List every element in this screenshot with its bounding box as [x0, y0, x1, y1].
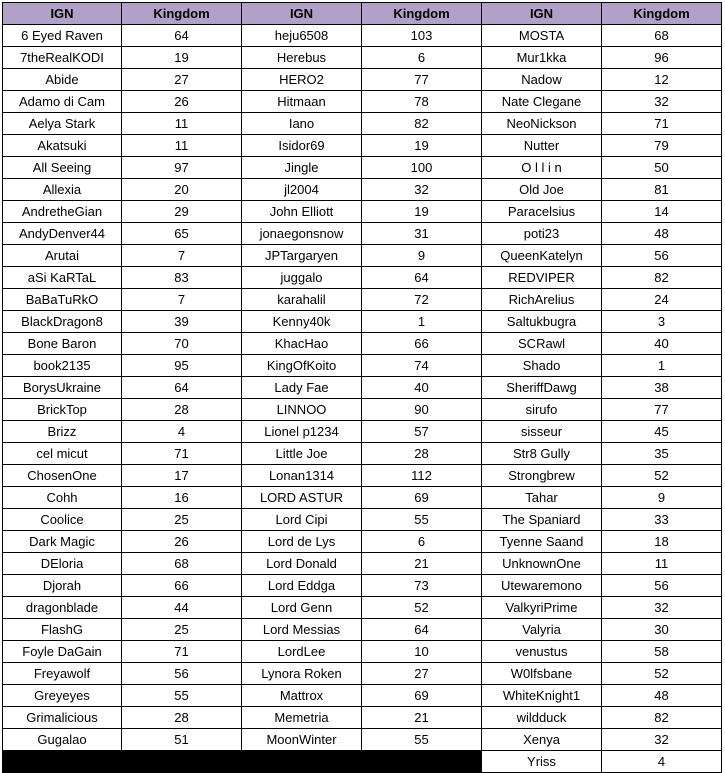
ign-cell[interactable]: MOSTA: [482, 25, 602, 47]
ign-cell[interactable]: Yriss: [482, 751, 602, 773]
black-filler-cell: [3, 751, 482, 773]
ign-cell[interactable]: REDVIPER: [482, 267, 602, 289]
ign-cell[interactable]: Little Joe: [242, 443, 362, 465]
kingdom-cell[interactable]: 33: [602, 509, 722, 531]
ign-cell[interactable]: FlashG: [3, 619, 122, 641]
kingdom-cell[interactable]: 64: [362, 619, 482, 641]
kingdom-cell[interactable]: 66: [362, 333, 482, 355]
ign-cell[interactable]: DEloria: [3, 553, 122, 575]
ign-cell[interactable]: Djorah: [3, 575, 122, 597]
column-header-kingdom[interactable]: Kingdom: [602, 3, 722, 25]
ign-cell[interactable]: Lady Fae: [242, 377, 362, 399]
ign-cell[interactable]: Mur1kka: [482, 47, 602, 69]
kingdom-cell[interactable]: 70: [122, 333, 242, 355]
column-header-ign[interactable]: IGN: [3, 3, 122, 25]
ign-cell[interactable]: Xenya: [482, 729, 602, 751]
kingdom-cell[interactable]: 40: [602, 333, 722, 355]
column-header-ign[interactable]: IGN: [482, 3, 602, 25]
ign-cell[interactable]: Brizz: [3, 421, 122, 443]
kingdom-cell[interactable]: 32: [602, 91, 722, 113]
kingdom-cell[interactable]: 29: [122, 201, 242, 223]
kingdom-cell[interactable]: 1: [602, 355, 722, 377]
kingdom-cell[interactable]: 11: [122, 135, 242, 157]
ign-cell[interactable]: KingOfKoito: [242, 355, 362, 377]
kingdom-roster-table: [2, 2, 722, 773]
kingdom-cell[interactable]: 71: [122, 641, 242, 663]
kingdom-cell[interactable]: 112: [362, 465, 482, 487]
kingdom-cell[interactable]: 64: [362, 267, 482, 289]
kingdom-cell[interactable]: 57: [362, 421, 482, 443]
kingdom-cell[interactable]: 27: [122, 69, 242, 91]
kingdom-cell[interactable]: 9: [362, 245, 482, 267]
ign-cell[interactable]: Lonan1314: [242, 465, 362, 487]
column-header-kingdom[interactable]: Kingdom: [122, 3, 242, 25]
table-row: [3, 487, 722, 509]
kingdom-cell[interactable]: 50: [602, 157, 722, 179]
table-row: [3, 355, 722, 377]
kingdom-cell[interactable]: 21: [362, 707, 482, 729]
kingdom-cell[interactable]: 12: [602, 69, 722, 91]
ign-cell[interactable]: Valyria: [482, 619, 602, 641]
ign-cell[interactable]: book2135: [3, 355, 122, 377]
ign-cell[interactable]: Tyenne Saand: [482, 531, 602, 553]
kingdom-cell[interactable]: 14: [602, 201, 722, 223]
kingdom-cell[interactable]: 51: [122, 729, 242, 751]
kingdom-cell[interactable]: 79: [602, 135, 722, 157]
kingdom-cell[interactable]: 68: [122, 553, 242, 575]
ign-cell[interactable]: Cohh: [3, 487, 122, 509]
ign-cell[interactable]: Lord Messias: [242, 619, 362, 641]
ign-cell[interactable]: SheriffDawg: [482, 377, 602, 399]
table-row: [3, 69, 722, 91]
ign-cell[interactable]: heju6508: [242, 25, 362, 47]
ign-cell[interactable]: Jingle: [242, 157, 362, 179]
ign-cell[interactable]: Nadow: [482, 69, 602, 91]
ign-cell[interactable]: AndyDenver44: [3, 223, 122, 245]
ign-cell[interactable]: Adamo di Cam: [3, 91, 122, 113]
table-row: [3, 91, 722, 113]
kingdom-cell[interactable]: 95: [122, 355, 242, 377]
table-row: [3, 377, 722, 399]
table-row: [3, 663, 722, 685]
ign-cell[interactable]: Hitmaan: [242, 91, 362, 113]
table-row: [3, 707, 722, 729]
kingdom-cell[interactable]: 96: [602, 47, 722, 69]
ign-cell[interactable]: Dark Magic: [3, 531, 122, 553]
kingdom-cell[interactable]: 11: [602, 553, 722, 575]
ign-cell[interactable]: Utewaremono: [482, 575, 602, 597]
kingdom-cell[interactable]: 55: [122, 685, 242, 707]
kingdom-cell[interactable]: 7: [122, 289, 242, 311]
ign-cell[interactable]: 6 Eyed Raven: [3, 25, 122, 47]
table-row-last: [3, 751, 722, 773]
column-header-kingdom[interactable]: Kingdom: [362, 3, 482, 25]
kingdom-cell[interactable]: 82: [602, 707, 722, 729]
ign-cell[interactable]: venustus: [482, 641, 602, 663]
kingdom-cell[interactable]: 19: [362, 201, 482, 223]
kingdom-cell[interactable]: 39: [122, 311, 242, 333]
kingdom-cell[interactable]: 32: [602, 729, 722, 751]
kingdom-cell[interactable]: 31: [362, 223, 482, 245]
table-row: [3, 223, 722, 245]
ign-cell[interactable]: Shado: [482, 355, 602, 377]
ign-cell[interactable]: Greyeyes: [3, 685, 122, 707]
kingdom-cell[interactable]: 1: [362, 311, 482, 333]
kingdom-cell[interactable]: 40: [362, 377, 482, 399]
ign-cell[interactable]: Akatsuki: [3, 135, 122, 157]
ign-cell[interactable]: Foyle DaGain: [3, 641, 122, 663]
kingdom-cell[interactable]: 20: [122, 179, 242, 201]
kingdom-cell[interactable]: 28: [122, 707, 242, 729]
ign-cell[interactable]: All Seeing: [3, 157, 122, 179]
table-row: [3, 575, 722, 597]
ign-cell[interactable]: Tahar: [482, 487, 602, 509]
ign-cell[interactable]: UnknownOne: [482, 553, 602, 575]
kingdom-cell[interactable]: 77: [602, 399, 722, 421]
kingdom-cell[interactable]: 55: [362, 729, 482, 751]
kingdom-cell[interactable]: 30: [602, 619, 722, 641]
table-row: [3, 311, 722, 333]
table-row: [3, 465, 722, 487]
kingdom-cell[interactable]: 65: [122, 223, 242, 245]
kingdom-cell[interactable]: 26: [122, 91, 242, 113]
ign-cell[interactable]: MoonWinter: [242, 729, 362, 751]
ign-cell[interactable]: The Spaniard: [482, 509, 602, 531]
kingdom-cell[interactable]: 103: [362, 25, 482, 47]
kingdom-cell[interactable]: 72: [362, 289, 482, 311]
kingdom-cell[interactable]: 68: [602, 25, 722, 47]
ign-cell[interactable]: Old Joe: [482, 179, 602, 201]
roster-body: [3, 25, 722, 773]
ign-cell[interactable]: Bone Baron: [3, 333, 122, 355]
kingdom-cell[interactable]: 69: [362, 487, 482, 509]
ign-cell[interactable]: LINNOO: [242, 399, 362, 421]
ign-cell[interactable]: sirufo: [482, 399, 602, 421]
kingdom-cell[interactable]: 44: [122, 597, 242, 619]
kingdom-cell[interactable]: 71: [122, 443, 242, 465]
ign-cell[interactable]: QueenKatelyn: [482, 245, 602, 267]
kingdom-cell[interactable]: 32: [602, 597, 722, 619]
kingdom-cell[interactable]: 26: [122, 531, 242, 553]
ign-cell[interactable]: Lord Cipi: [242, 509, 362, 531]
table-row: [3, 47, 722, 69]
ign-cell[interactable]: Isidor69: [242, 135, 362, 157]
ign-cell[interactable]: juggalo: [242, 267, 362, 289]
ign-cell[interactable]: Lord de Lys: [242, 531, 362, 553]
ign-cell[interactable]: Lord Eddga: [242, 575, 362, 597]
kingdom-cell[interactable]: 83: [122, 267, 242, 289]
ign-cell[interactable]: KhacHao: [242, 333, 362, 355]
table-row: [3, 641, 722, 663]
kingdom-cell[interactable]: 24: [602, 289, 722, 311]
ign-cell[interactable]: Gugalao: [3, 729, 122, 751]
ign-cell[interactable]: Freyawolf: [3, 663, 122, 685]
ign-cell[interactable]: Nate Clegane: [482, 91, 602, 113]
table-row: [3, 685, 722, 707]
ign-cell[interactable]: Coolice: [3, 509, 122, 531]
kingdom-cell[interactable]: 100: [362, 157, 482, 179]
kingdom-cell[interactable]: 74: [362, 355, 482, 377]
table-row: [3, 201, 722, 223]
table-row: [3, 421, 722, 443]
ign-cell[interactable]: SCRawl: [482, 333, 602, 355]
table-row: [3, 267, 722, 289]
ign-cell[interactable]: LordLee: [242, 641, 362, 663]
ign-cell[interactable]: ChosenOne: [3, 465, 122, 487]
ign-cell[interactable]: Herebus: [242, 47, 362, 69]
ign-cell[interactable]: Mattrox: [242, 685, 362, 707]
ign-cell[interactable]: Nutter: [482, 135, 602, 157]
ign-cell[interactable]: BaBaTuRkO: [3, 289, 122, 311]
kingdom-cell[interactable]: 82: [602, 267, 722, 289]
ign-cell[interactable]: poti23: [482, 223, 602, 245]
table-row: [3, 443, 722, 465]
ign-cell[interactable]: Memetria: [242, 707, 362, 729]
table-row: [3, 333, 722, 355]
ign-cell[interactable]: Grimalicious: [3, 707, 122, 729]
kingdom-cell[interactable]: 81: [602, 179, 722, 201]
ign-cell[interactable]: jonaegonsnow: [242, 223, 362, 245]
kingdom-cell[interactable]: 19: [122, 47, 242, 69]
kingdom-cell[interactable]: 7: [122, 245, 242, 267]
ign-cell[interactable]: Iano: [242, 113, 362, 135]
ign-cell[interactable]: Aelya Stark: [3, 113, 122, 135]
kingdom-cell[interactable]: 21: [362, 553, 482, 575]
table-row: [3, 135, 722, 157]
table-row: [3, 553, 722, 575]
kingdom-cell[interactable]: 25: [122, 619, 242, 641]
ign-cell[interactable]: Allexia: [3, 179, 122, 201]
ign-cell[interactable]: AndretheGian: [3, 201, 122, 223]
kingdom-cell[interactable]: 25: [122, 509, 242, 531]
table-row: [3, 597, 722, 619]
ign-cell[interactable]: aSi KaRTaL: [3, 267, 122, 289]
kingdom-cell[interactable]: 82: [362, 113, 482, 135]
kingdom-cell[interactable]: 38: [602, 377, 722, 399]
kingdom-cell[interactable]: 28: [362, 443, 482, 465]
table-row: [3, 179, 722, 201]
ign-cell[interactable]: W0lfsbane: [482, 663, 602, 685]
kingdom-cell[interactable]: 78: [362, 91, 482, 113]
kingdom-cell[interactable]: 73: [362, 575, 482, 597]
kingdom-cell[interactable]: 64: [122, 25, 242, 47]
ign-cell[interactable]: cel micut: [3, 443, 122, 465]
table-row: [3, 25, 722, 47]
kingdom-cell[interactable]: 4: [122, 421, 242, 443]
ign-cell[interactable]: karahalil: [242, 289, 362, 311]
kingdom-cell[interactable]: 6: [362, 531, 482, 553]
ign-cell[interactable]: jl2004: [242, 179, 362, 201]
kingdom-cell[interactable]: 27: [362, 663, 482, 685]
header-row: [3, 3, 722, 25]
kingdom-cell[interactable]: 52: [602, 663, 722, 685]
ign-cell[interactable]: Str8 Gully: [482, 443, 602, 465]
ign-cell[interactable]: John Elliott: [242, 201, 362, 223]
kingdom-cell[interactable]: 9: [602, 487, 722, 509]
kingdom-cell[interactable]: 48: [602, 685, 722, 707]
ign-cell[interactable]: WhiteKnight1: [482, 685, 602, 707]
ign-cell[interactable]: Arutai: [3, 245, 122, 267]
ign-cell[interactable]: Saltukbugra: [482, 311, 602, 333]
table-row: [3, 245, 722, 267]
kingdom-cell[interactable]: 48: [602, 223, 722, 245]
kingdom-cell[interactable]: 56: [122, 663, 242, 685]
kingdom-cell[interactable]: 19: [362, 135, 482, 157]
ign-cell[interactable]: JPTargaryen: [242, 245, 362, 267]
ign-cell[interactable]: O l l i n: [482, 157, 602, 179]
table-row: [3, 399, 722, 421]
kingdom-cell[interactable]: 55: [362, 509, 482, 531]
kingdom-cell[interactable]: 11: [122, 113, 242, 135]
ign-cell[interactable]: Lynora Roken: [242, 663, 362, 685]
kingdom-cell[interactable]: 45: [602, 421, 722, 443]
kingdom-cell[interactable]: 64: [122, 377, 242, 399]
ign-cell[interactable]: wildduck: [482, 707, 602, 729]
kingdom-cell[interactable]: 56: [602, 575, 722, 597]
table-row: [3, 289, 722, 311]
kingdom-cell[interactable]: 97: [122, 157, 242, 179]
ign-cell[interactable]: BorysUkraine: [3, 377, 122, 399]
kingdom-cell[interactable]: 52: [602, 465, 722, 487]
ign-cell[interactable]: RichArelius: [482, 289, 602, 311]
table-row: [3, 157, 722, 179]
ign-cell[interactable]: LORD ASTUR: [242, 487, 362, 509]
ign-cell[interactable]: Strongbrew: [482, 465, 602, 487]
kingdom-cell[interactable]: 35: [602, 443, 722, 465]
ign-cell[interactable]: 7theRealKODI: [3, 47, 122, 69]
table-row: [3, 729, 722, 751]
ign-cell[interactable]: Kenny40k: [242, 311, 362, 333]
ign-cell[interactable]: Lord Donald: [242, 553, 362, 575]
table-row: [3, 619, 722, 641]
ign-cell[interactable]: BrickTop: [3, 399, 122, 421]
kingdom-cell[interactable]: 3: [602, 311, 722, 333]
ign-cell[interactable]: NeoNickson: [482, 113, 602, 135]
kingdom-cell[interactable]: 16: [122, 487, 242, 509]
ign-cell[interactable]: Paracelsius: [482, 201, 602, 223]
ign-cell[interactable]: dragonblade: [3, 597, 122, 619]
ign-cell[interactable]: Lord Genn: [242, 597, 362, 619]
kingdom-cell[interactable]: 4: [602, 751, 722, 773]
ign-cell[interactable]: BlackDragon8: [3, 311, 122, 333]
ign-cell[interactable]: HERO2: [242, 69, 362, 91]
kingdom-cell[interactable]: 28: [122, 399, 242, 421]
ign-cell[interactable]: sisseur: [482, 421, 602, 443]
column-header-ign[interactable]: IGN: [242, 3, 362, 25]
kingdom-cell[interactable]: 10: [362, 641, 482, 663]
kingdom-cell[interactable]: 90: [362, 399, 482, 421]
table-row: [3, 531, 722, 553]
table-row: [3, 113, 722, 135]
table-row: [3, 509, 722, 531]
kingdom-cell[interactable]: 17: [122, 465, 242, 487]
kingdom-cell[interactable]: 56: [602, 245, 722, 267]
kingdom-cell[interactable]: 69: [362, 685, 482, 707]
kingdom-cell[interactable]: 32: [362, 179, 482, 201]
kingdom-cell[interactable]: 52: [362, 597, 482, 619]
kingdom-cell[interactable]: 66: [122, 575, 242, 597]
kingdom-cell[interactable]: 58: [602, 641, 722, 663]
ign-cell[interactable]: ValkyriPrime: [482, 597, 602, 619]
kingdom-cell[interactable]: 18: [602, 531, 722, 553]
ign-cell[interactable]: Lionel p1234: [242, 421, 362, 443]
kingdom-cell[interactable]: 6: [362, 47, 482, 69]
kingdom-cell[interactable]: 77: [362, 69, 482, 91]
ign-cell[interactable]: Abide: [3, 69, 122, 91]
kingdom-cell[interactable]: 71: [602, 113, 722, 135]
